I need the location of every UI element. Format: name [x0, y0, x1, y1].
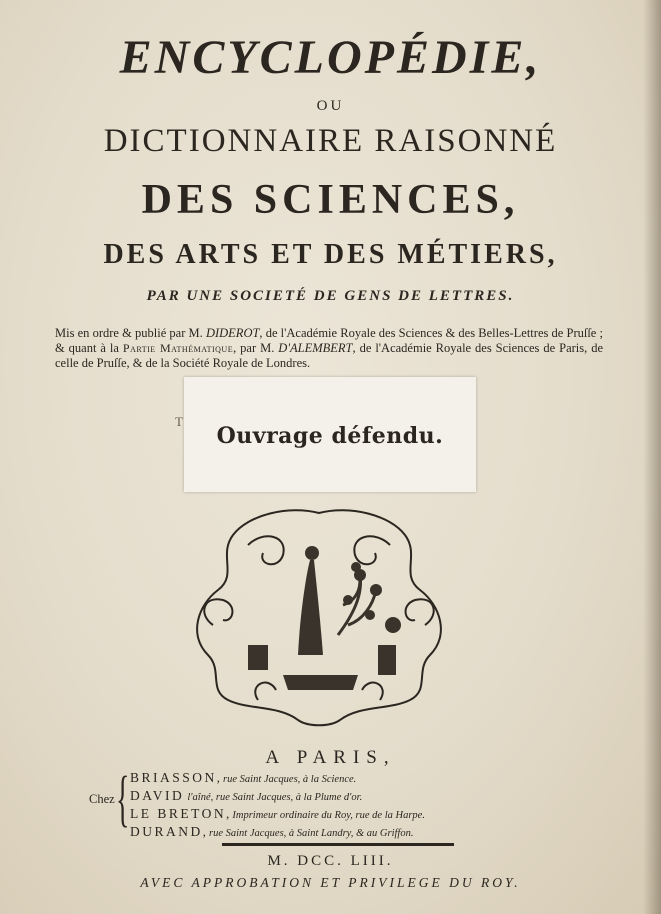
printer-address: l'aîné, rue Saint Jacques, à la Plume d'or.: [187, 792, 363, 803]
authorship-line: PAR UNE SOCIETÉ DE GENS DE LETTRES.: [146, 288, 515, 304]
printer-name: BRIASSON: [130, 770, 217, 785]
tome-fragment: T: [175, 414, 183, 429]
printer-line: DURAND, rue Saint Jacques, à Saint Landry, & au Griffon.: [130, 824, 414, 839]
dalembert-name: D'ALEMBERT: [278, 341, 353, 355]
title: ENCYCLOPÉDIE,: [119, 31, 542, 84]
printers-list: [130, 770, 425, 842]
privilege-line: AVEC APPROBATION ET PRIVILEGE DU ROY.: [140, 875, 521, 890]
para-text-3: , par M.: [233, 341, 279, 355]
subtitle-sciences: DES SCIENCES,: [141, 177, 520, 223]
editors-paragraph: [55, 326, 603, 371]
subtitle-arts: DES ARTS ET DES MÉTIERS,: [103, 239, 558, 270]
place-of-publication: A PARIS,: [265, 747, 396, 768]
subtitle-dictionnaire: DICTIONNAIRE RAISONNÉ: [103, 123, 558, 159]
printer-name: DURAND: [130, 824, 203, 839]
printers-brace: {: [116, 765, 130, 833]
diderot-name: DIDEROT: [205, 326, 260, 340]
pasted-label: [184, 377, 476, 492]
para-text-1: Mis en ordre & publié par M.: [55, 326, 206, 340]
chez-label: Chez: [89, 792, 115, 806]
printer-name: LE BRETON: [130, 806, 227, 821]
publication-date: M. DCC. LIII.: [267, 853, 394, 869]
ornamental-vignette: [188, 505, 450, 730]
printer-name: DAVID: [130, 788, 185, 803]
printer-line: LE BRETON, Imprimeur ordinaire du Roy, rue de la Harpe.: [130, 806, 425, 821]
partie-mathematique: Partie Mathématique: [122, 341, 234, 355]
printer-address: Imprimeur ordinaire du Roy, rue de la Harpe.: [232, 810, 425, 821]
divider-rule: [222, 843, 454, 846]
subtitle-ou: OU: [316, 98, 345, 114]
printer-address: rue Saint Jacques, à Saint Landry, & au Griffon.: [209, 828, 414, 839]
para-text-2: , de l'Académie Royale des Sciences & des Belles-Lettres de Pruſſe ; & quant à la: [55, 326, 603, 355]
para-text-4: , de l'Académie Royale des Sciences de Paris, de celle de Pruſſe, & de la Société Royale de Londres.: [55, 341, 603, 370]
printer-line: BRIASSON, rue Saint Jacques, à la Science.: [130, 770, 357, 785]
printer-line: [130, 788, 425, 806]
forbidden-label-text: Ouvrage défendu.: [216, 423, 444, 449]
printer-address: rue Saint Jacques, à la Science.: [223, 774, 357, 785]
